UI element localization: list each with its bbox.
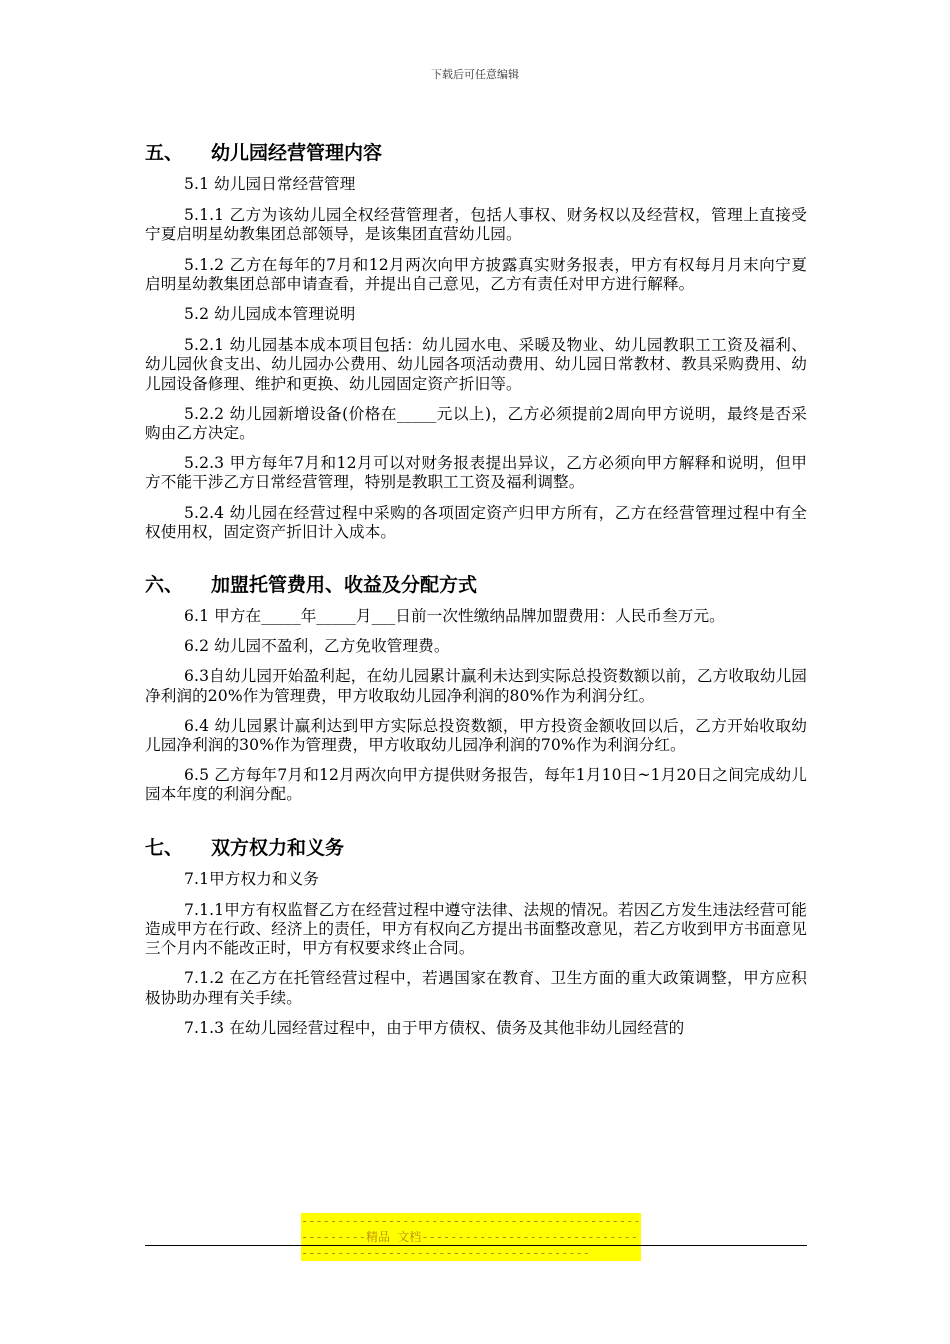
- paragraph: 5.1 幼儿园日常经营管理: [184, 175, 356, 193]
- footer-divider: [145, 1245, 807, 1246]
- document-body: [145, 140, 807, 1049]
- paragraph: 7.1甲方权力和义务: [184, 869, 319, 888]
- paragraph: 5.1.1 乙方为该幼儿园全权经营管理者，包括人事权、财务权以及经营权，管理上直接受宁夏启明星幼教集团总部领导，是该集团直营幼儿园。: [145, 206, 807, 244]
- section-6: [145, 572, 807, 805]
- section-title: 幼儿园经营管理内容: [211, 142, 383, 164]
- paragraph: 7.1.2 在乙方在托管经营过程中，若遇国家在教育、卫生方面的重大政策调整，甲方应积极协助办理有关手续。: [145, 969, 807, 1007]
- paragraph: 6.3自幼儿园开始盈利起，在幼儿园累计赢利未达到实际总投资数额以前，乙方收取幼儿园净利润的20%作为管理费，甲方收取幼儿园净利润的80%作为利润分红。: [145, 667, 807, 705]
- paragraph: 5.2.1 幼儿园基本成本项目包括：幼儿园水电、采暖及物业、幼儿园教职工工资及福利、幼儿园伙食支出、幼儿园办公费用、幼儿园各项活动费用、幼儿园日常教材、教具采购费用、幼儿园设备修理、维护和更换、幼儿园固定资产折旧等。: [145, 336, 807, 393]
- header-note: 下载后可任意编辑: [431, 68, 519, 81]
- paragraph: 6.4 幼儿园累计赢利达到甲方实际总投资数额，甲方投资金额收回以后，乙方开始收取幼儿园净利润的30%作为管理费，甲方收取幼儿园净利润的70%作为利润分红。: [145, 716, 807, 755]
- paragraph: 6.2 幼儿园不盈利，乙方免收管理费。: [184, 637, 450, 656]
- section-heading: [145, 572, 807, 598]
- section-7: [145, 835, 807, 1038]
- section-number: 五、: [145, 142, 184, 164]
- paragraph: 7.1.1甲方有权监督乙方在经营过程中遵守法律、法规的情况。若因乙方发生违法经营可能造成甲方在行政、经济上的责任，甲方有权向乙方提出书面整改意见，若乙方收到甲方书面意见三个月内不能改正时，甲方有权要求终止合同。: [145, 900, 807, 958]
- section-number: 七、: [145, 836, 184, 859]
- paragraph: 5.2.3 甲方每年7月和12月可以对财务报表提出异议，乙方必须向甲方解释和说明，但甲方不能干涉乙方日常经营管理，特别是教职工工资及福利调整。: [145, 454, 807, 492]
- section-heading: [145, 835, 807, 861]
- paragraph: 5.2.2 幼儿园新增设备(价格在_____元以上)，乙方必须提前2周向甲方说明，最终是否采购由乙方决定。: [145, 404, 807, 443]
- section-number: 六、: [145, 574, 184, 597]
- paragraph: 5.1.2 乙方在每年的7月和12月两次向甲方披露真实财务报表，甲方有权每月月末向宁夏启明星幼教集团总部申请查看，并提出自己意见，乙方有责任对甲方进行解释。: [145, 255, 807, 293]
- paragraph: 7.1.3 在幼儿园经营过程中，由于甲方债权、债务及其他非幼儿园经营的: [184, 1018, 685, 1037]
- footer-banner: --------------------------------------------------------精品 文档----------------------------------------------------------------------: [301, 1214, 641, 1260]
- section-title: 双方权力和义务: [211, 836, 345, 859]
- section-5: [145, 140, 807, 542]
- paragraph: 5.2 幼儿园成本管理说明: [184, 305, 356, 324]
- section-heading: [145, 140, 807, 166]
- section-title: 加盟托管费用、收益及分配方式: [211, 574, 478, 597]
- paragraph: 5.2.4 幼儿园在经营过程中采购的各项固定资产归甲方所有，乙方在经营管理过程中有全权使用权，固定资产折旧计入成本。: [145, 503, 807, 541]
- paragraph: 6.1 甲方在_____年_____月___日前一次性缴纳品牌加盟费用：人民币叁万元。: [184, 607, 725, 626]
- paragraph: 6.5 乙方每年7月和12月两次向甲方提供财务报告，每年1月10日~1月20日之间完成幼儿园本年度的利润分配。: [145, 766, 807, 804]
